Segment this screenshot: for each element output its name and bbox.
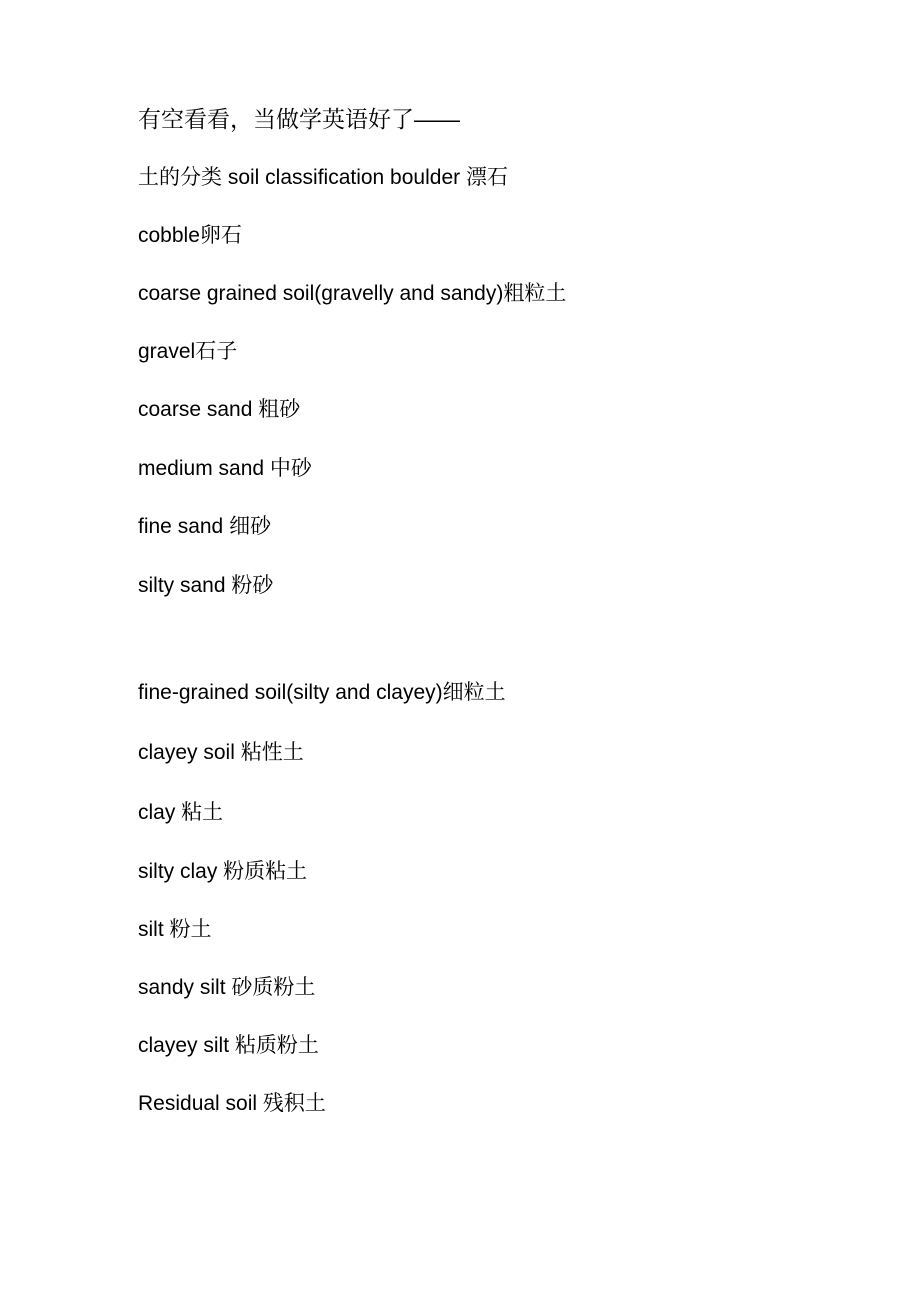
term-line: coarse grained soil(gravelly and sandy)粗粒土	[138, 282, 567, 305]
term-line: Residual soil 残积土	[138, 1092, 326, 1115]
term-line: cobble卵石	[138, 224, 242, 247]
term-line: 土的分类 soil classification boulder 漂石	[138, 166, 508, 189]
term-line: clayey soil 粘性土	[138, 741, 304, 764]
term-line: sandy silt 砂质粉土	[138, 976, 316, 999]
term-line: coarse sand 粗砂	[138, 398, 301, 421]
term-line: gravel石子	[138, 340, 238, 363]
document-heading: 有空看看，当做学英语好了——	[138, 106, 460, 132]
term-line: clayey silt 粘质粉土	[138, 1034, 319, 1057]
term-line: silty clay 粉质粘土	[138, 860, 308, 883]
term-line: silt 粉土	[138, 918, 212, 941]
term-line: medium sand 中砂	[138, 457, 312, 480]
term-line: fine sand 细砂	[138, 515, 272, 538]
term-line: silty sand 粉砂	[138, 574, 274, 597]
term-line: fine-grained soil(silty and clayey)细粒土	[138, 681, 506, 704]
term-line: clay 粘土	[138, 801, 224, 824]
